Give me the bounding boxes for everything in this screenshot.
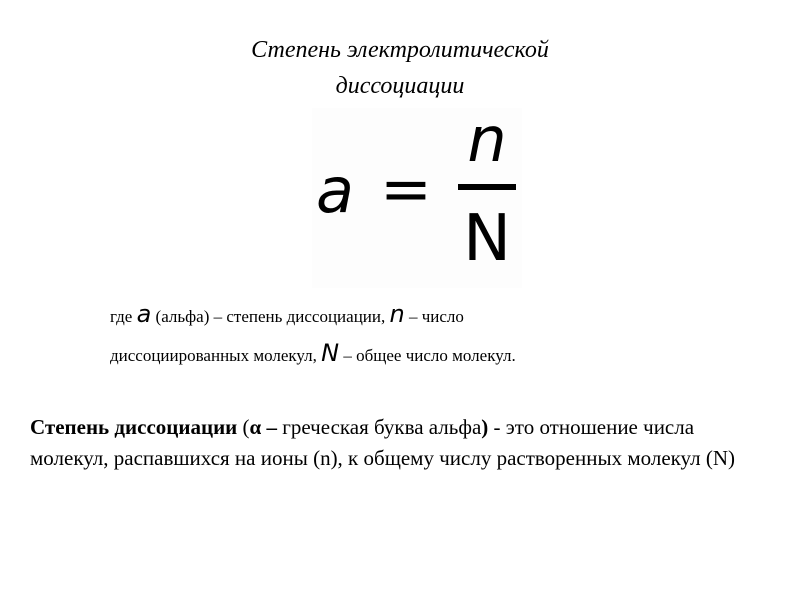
legend-symbol-alpha: a [136, 300, 152, 328]
formula-alpha: a [316, 154, 354, 227]
dissociation-formula [312, 103, 522, 288]
paragraph-text: ( [237, 415, 250, 439]
paragraph-text: - это отношение числа молекул, распавшихся на ионы (n), к общему числу растворенных молекул (N) [30, 415, 735, 470]
formula-equals: = [380, 152, 432, 225]
formula-numerator: n [467, 103, 507, 176]
legend-symbol-n: n [389, 300, 405, 328]
title-line-2: диссоциации [335, 73, 465, 99]
legend-text: где [110, 307, 137, 326]
legend-text: (альфа) – степень диссоциации, [151, 307, 390, 326]
legend-text: диссоциированных молекул, [110, 346, 322, 365]
legend-line-1 [110, 296, 750, 335]
legend-line-2 [110, 335, 750, 374]
bracket-bold: ) [481, 415, 489, 439]
page-title [150, 32, 650, 104]
fraction-bar [458, 184, 516, 190]
formula-denominator: N [463, 202, 511, 276]
formula-legend [110, 296, 750, 374]
legend-text: – число [404, 307, 464, 326]
legend-symbol-N: N [321, 339, 340, 367]
term-bold: Степень диссоциации [30, 415, 238, 439]
paragraph-text: греческая буква альфа [277, 415, 482, 439]
definition-paragraph [30, 412, 770, 474]
alpha-bold: α – [249, 415, 277, 439]
title-line-1: Степень электролитической [251, 37, 549, 63]
legend-text: – общее число молекул. [339, 346, 516, 365]
